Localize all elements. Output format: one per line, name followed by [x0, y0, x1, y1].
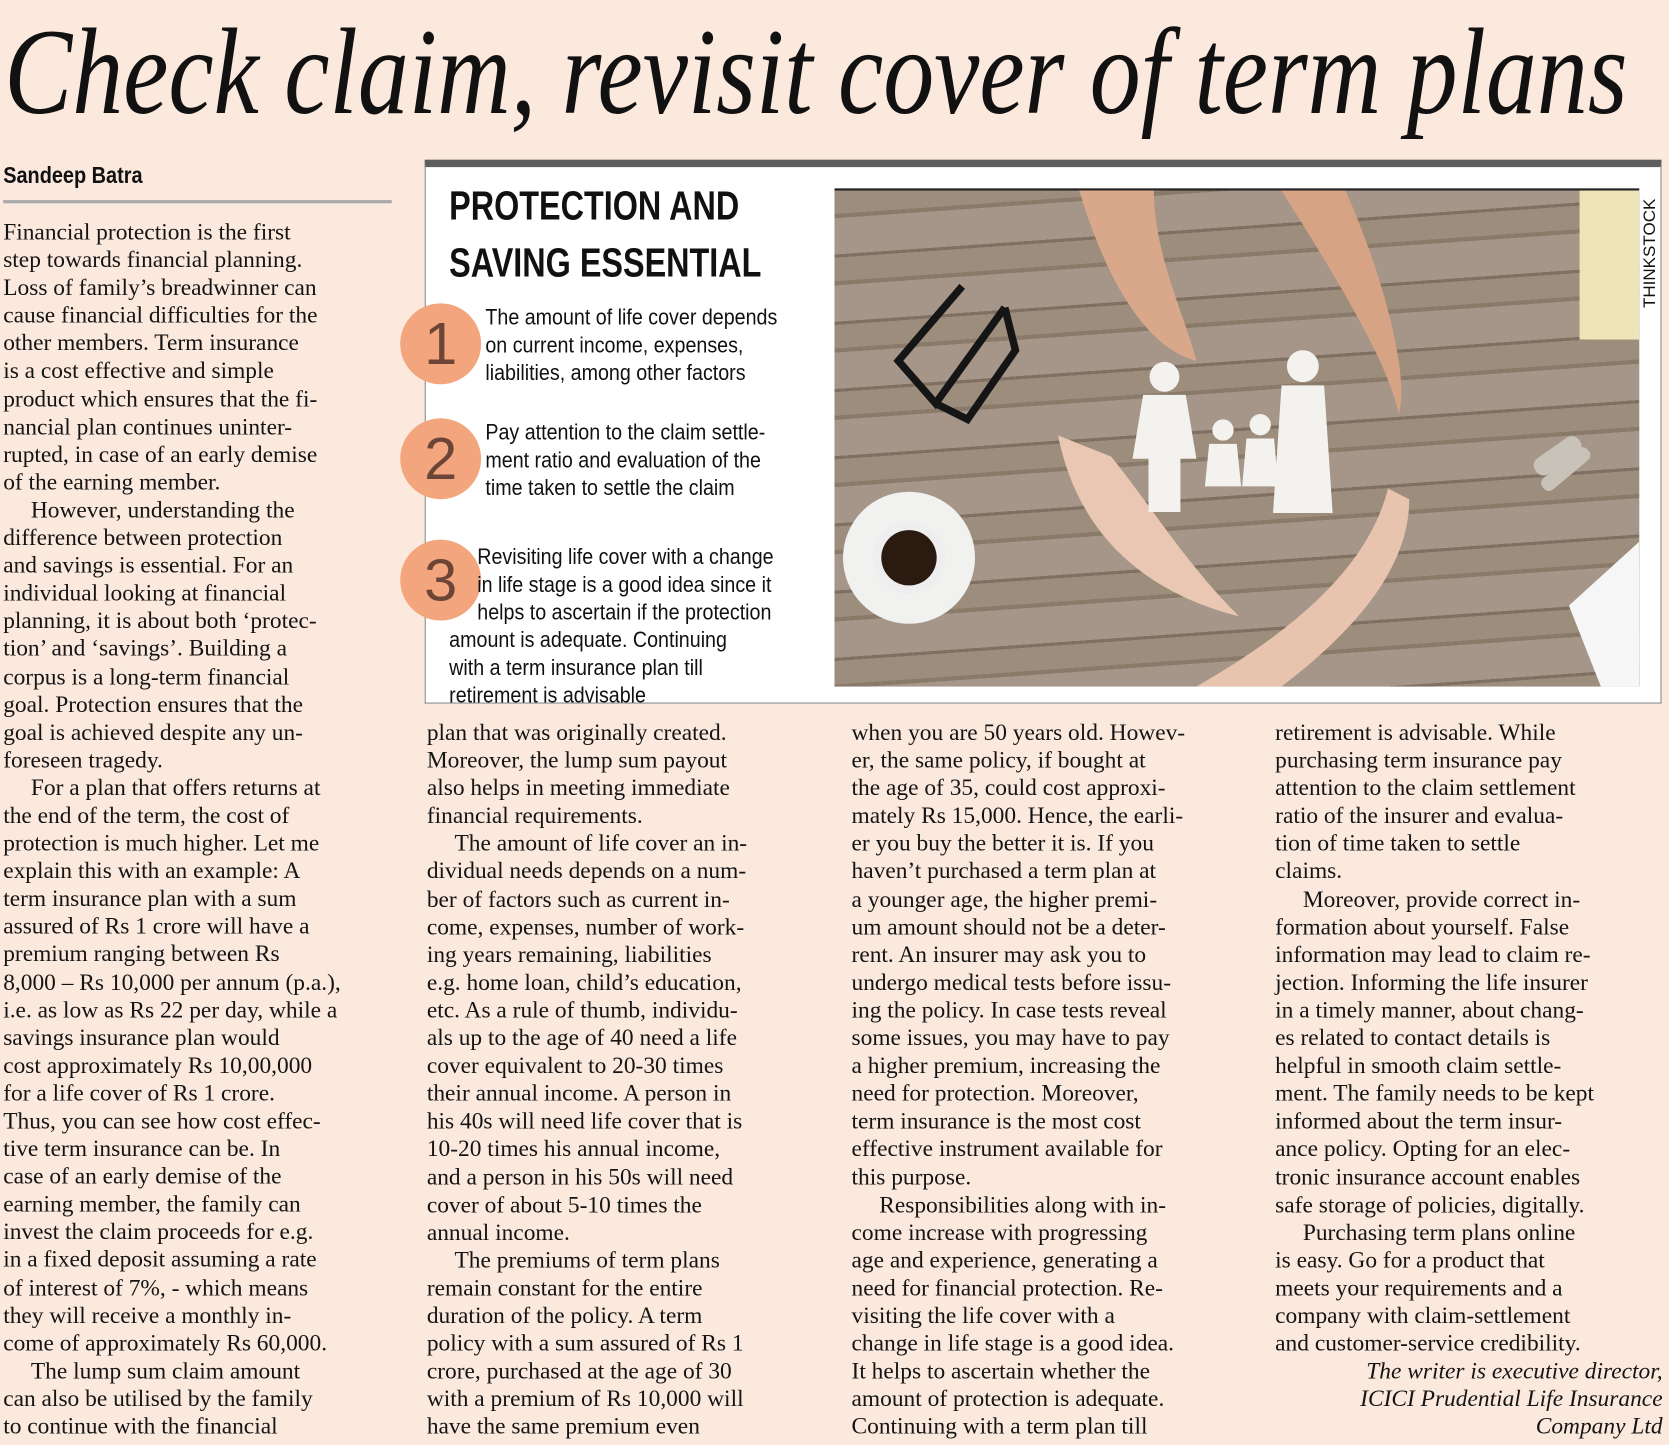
text-line: i.e. as low as Rs 22 per day, while a: [3, 995, 338, 1023]
keys-icon: [1530, 433, 1593, 494]
text-line: For a plan that offers returns at: [30, 773, 321, 801]
hands-protecting-paper-family-image: [834, 188, 1639, 686]
text-line: savings insurance plan would: [3, 1023, 280, 1051]
sidebar-item: [449, 544, 773, 710]
text-line: to continue with the financial: [3, 1412, 278, 1440]
text-line: The lump sum claim amount: [30, 1356, 301, 1384]
text-line: need for financial protection. Re-: [851, 1273, 1163, 1301]
sidebar-item-line: liabilities, among other factors: [485, 360, 746, 386]
text-line: formation about yourself. False: [1275, 912, 1570, 940]
writer-credit-line: Company Ltd: [1535, 1412, 1663, 1440]
text-line: rent. An insurer may ask you to: [851, 940, 1147, 968]
glasses-icon: [898, 286, 1015, 419]
text-line: also helps in meeting immediate: [426, 774, 730, 801]
text-line: 10-20 times his annual income,: [426, 1135, 721, 1162]
text-line: come of approximately Rs 60,000.: [3, 1329, 328, 1356]
text-line: um amount should not be a deter-: [851, 912, 1166, 940]
text-line: undergo medical tests before issu-: [851, 968, 1172, 996]
text-line: amount of protection is adequate.: [851, 1385, 1165, 1412]
text-line: of interest of 7%, - which means: [3, 1273, 309, 1301]
text-line: Purchasing term plans online: [1302, 1218, 1576, 1246]
text-line: rupted, in case of an early demise: [3, 440, 318, 468]
text-line: goal. Protection ensures that the: [3, 690, 303, 717]
sidebar-item: [485, 419, 765, 502]
text-line: retirement is advisable. While: [1275, 718, 1556, 746]
text-line: individual looking at financial: [3, 579, 287, 606]
sidebar-item-line: in life stage is a good idea since it: [477, 572, 772, 598]
text-line: ment. The family needs to be kept: [1275, 1079, 1595, 1107]
byline-rule: [3, 200, 392, 203]
text-line: can also be utilised by the family: [3, 1384, 313, 1412]
article-column-4: [1275, 718, 1662, 1440]
text-line: the end of the term, the cost of: [3, 801, 290, 829]
text-line: haven’t purchased a term plan at: [851, 857, 1157, 884]
number-circle: 1: [400, 303, 481, 384]
text-line: is a cost effective and simple: [3, 357, 274, 384]
text-line: case of an early demise of the: [3, 1162, 282, 1190]
sidebar-box: [424, 160, 1662, 708]
text-line: come, expenses, number of work-: [426, 912, 745, 940]
text-line: meets your requirements and a: [1275, 1273, 1563, 1301]
heading-line: SAVING ESSENTIAL: [449, 241, 762, 287]
text-line: company with claim-settlement: [1275, 1301, 1571, 1329]
sidebar-item: [485, 304, 777, 387]
text-line: ing years remaining, liabilities: [426, 940, 712, 968]
text-line: dividual needs depends on a num-: [426, 857, 747, 884]
text-line: er, the same policy, if bought at: [851, 746, 1146, 773]
text-line: they will receive a monthly in-: [3, 1301, 292, 1329]
text-line: when you are 50 years old. Howev-: [851, 718, 1186, 746]
sidebar-item-line: amount is adequate. Continuing: [449, 627, 727, 653]
text-line: policy with a sum assured of Rs 1: [426, 1329, 744, 1357]
text-line: cost approximately Rs 10,00,000: [3, 1051, 313, 1079]
text-line: nancial plan continues uninter-: [3, 412, 293, 440]
text-line: It helps to ascertain whether the: [851, 1357, 1150, 1384]
sidebar-item-line: retirement is advisable: [449, 683, 646, 708]
text-line: Loss of family’s breadwinner can: [3, 273, 317, 301]
paper: [1569, 542, 1639, 687]
text-line: other members. Term insurance: [3, 329, 299, 356]
text-line: a higher premium, increasing the: [851, 1051, 1161, 1079]
text-line: protection is much higher. Let me: [3, 829, 320, 856]
text-line: his 40s will need life cover that is: [426, 1107, 743, 1134]
text-line: 8,000 – Rs 10,000 per annum (p.a.),: [3, 968, 341, 995]
sidebar-heading: [449, 178, 761, 293]
text-line: Thus, you can see how cost effec-: [3, 1106, 321, 1134]
article-column-1: [3, 218, 397, 1440]
writer-credit-line: ICICI Prudential Life Insurance: [1360, 1385, 1663, 1412]
photo-illustration: [834, 191, 1639, 687]
text-line: financial requirements.: [426, 801, 643, 829]
text-line: ance policy. Opting for an elec-: [1275, 1135, 1571, 1162]
text-line: tion of time taken to settle: [1275, 829, 1521, 857]
article-column-3: [852, 718, 1246, 1440]
text-line: have the same premium even: [426, 1412, 700, 1440]
text-line: for a life cover of Rs 1 crore.: [3, 1079, 275, 1106]
text-line: product which ensures that the fi-: [3, 384, 318, 412]
text-line: in a fixed deposit assuming a rate: [3, 1245, 317, 1273]
byline: Sandeep Batra: [3, 161, 143, 189]
text-line: purchasing term insurance pay: [1275, 746, 1562, 773]
text-line: ber of factors such as current in-: [426, 885, 730, 912]
text-line: term insurance is the most cost: [851, 1107, 1141, 1134]
text-line: Moreover, provide correct in-: [1302, 885, 1581, 912]
text-line: visiting the life cover with a: [851, 1301, 1115, 1329]
text-line: of the earning member.: [3, 468, 221, 495]
text-line: information may lead to claim re-: [1275, 940, 1591, 968]
text-line: er you buy the better it is. If you: [851, 829, 1154, 857]
text-line: etc. As a rule of thumb, individu-: [426, 996, 738, 1023]
text-line: tronic insurance account enables: [1275, 1162, 1581, 1190]
text-line: come increase with progressing: [851, 1218, 1148, 1246]
text-line: mately Rs 15,000. Hence, the earli-: [851, 801, 1184, 829]
text-line: effective instrument available for: [851, 1135, 1163, 1162]
text-line: Continuing with a term plan till: [851, 1412, 1148, 1440]
article-column-2: [427, 718, 821, 1440]
text-line: with a premium of Rs 10,000 will: [426, 1385, 744, 1412]
sidebar-item-line: Pay attention to the claim settle-: [485, 420, 766, 445]
text-line: difference between protection: [3, 523, 283, 551]
photo-credit: [1639, 186, 1662, 324]
text-line: step towards financial planning.: [3, 245, 303, 273]
text-line: Moreover, the lump sum payout: [426, 746, 728, 773]
text-line: the age of 35, could cost approxi-: [851, 774, 1166, 801]
sidebar-item-line: Revisiting life cover with a change: [477, 544, 774, 570]
text-line: ing the policy. In case tests reveal: [851, 996, 1167, 1023]
text-line: cause financial difficulties for the: [3, 301, 318, 329]
text-line: need for protection. Moreover,: [851, 1079, 1139, 1107]
paper-family-icon: [1133, 350, 1333, 513]
text-line: and customer-service credibility.: [1275, 1329, 1581, 1357]
sidebar-item-line: on current income, expenses,: [485, 333, 744, 358]
text-line: a younger age, the higher premi-: [851, 885, 1158, 912]
text-line: cover of about 5-10 times the: [426, 1190, 702, 1218]
text-line: The premiums of term plans: [454, 1246, 720, 1273]
text-line: is easy. Go for a product that: [1275, 1246, 1545, 1273]
text-line: informed about the term insur-: [1275, 1107, 1563, 1134]
photo-credit-text: THINKSTOCK: [1641, 198, 1660, 309]
text-line: safe storage of policies, digitally.: [1275, 1190, 1585, 1218]
text-line: Responsibilities along with in-: [879, 1190, 1167, 1218]
sidebar-item-line: with a term insurance plan till: [449, 655, 703, 681]
text-line: and savings is essential. For an: [3, 551, 294, 579]
number-circle: 3: [400, 540, 481, 621]
text-line: attention to the claim settlement: [1275, 774, 1576, 801]
text-line: claims.: [1275, 857, 1343, 884]
writer-credit-line: The writer is executive director,: [1366, 1357, 1663, 1384]
text-line: explain this with an example: A: [3, 857, 301, 884]
text-line: helpful in smooth claim settle-: [1275, 1051, 1562, 1079]
text-line: ratio of the insurer and evalua-: [1275, 801, 1564, 829]
text-line: premium ranging between Rs: [3, 940, 280, 967]
text-line: remain constant for the entire: [426, 1273, 703, 1301]
text-line: jection. Informing the life insurer: [1275, 968, 1588, 996]
text-line: However, understanding the: [30, 495, 295, 523]
text-line: cover equivalent to 20-30 times: [426, 1051, 724, 1079]
text-line: earning member, the family can: [3, 1190, 301, 1217]
heading-line: PROTECTION AND: [449, 184, 740, 229]
sidebar-item-line: ment ratio and evaluation of the: [485, 448, 761, 473]
sidebar-item-line: helps to ascertain if the protection: [477, 600, 772, 625]
text-line: change in life stage is a good idea.: [851, 1329, 1175, 1357]
text-line: plan that was originally created.: [426, 718, 727, 746]
text-line: tion’ and ‘savings’. Building a: [3, 634, 287, 662]
text-line: goal is achieved despite any un-: [3, 718, 303, 745]
sidebar-item-line: time taken to settle the claim: [485, 475, 735, 501]
text-line: corpus is a long-term financial: [3, 662, 290, 690]
text-line: es related to contact details is: [1275, 1023, 1551, 1051]
hand: [1079, 191, 1196, 361]
text-line: this purpose.: [851, 1162, 972, 1190]
text-line: in a timely manner, about chang-: [1275, 996, 1584, 1023]
text-line: als up to the age of 40 need a life: [426, 1023, 737, 1051]
text-line: crore, purchased at the age of 30: [426, 1357, 732, 1384]
text-line: planning, it is about both ‘protec-: [3, 607, 317, 634]
number-circle: 2: [400, 418, 481, 499]
text-line: duration of the policy. A term: [426, 1301, 703, 1329]
text-line: and a person in his 50s will need: [426, 1162, 734, 1190]
text-line: some issues, you may have to pay: [851, 1023, 1170, 1051]
sidebar-item-line: The amount of life cover depends: [485, 305, 778, 330]
headline: Check claim, revisit cover of term plans: [4, 4, 1628, 141]
text-line: assured of Rs 1 crore will have a: [3, 912, 310, 940]
text-line: foreseen tragedy.: [3, 745, 163, 773]
text-line: their annual income. A person in: [426, 1079, 732, 1107]
hand: [1196, 489, 1409, 687]
text-line: e.g. home loan, child’s education,: [426, 968, 742, 996]
text-line: The amount of life cover an in-: [454, 829, 748, 857]
text-line: tive term insurance can be. In: [3, 1134, 281, 1162]
text-line: annual income.: [426, 1218, 570, 1246]
text-line: invest the claim proceeds for e.g.: [3, 1218, 314, 1245]
text-line: Financial protection is the first: [3, 218, 291, 245]
text-line: term insurance plan with a sum: [3, 884, 297, 912]
notepad: [1580, 191, 1640, 340]
text-line: age and experience, generating a: [851, 1246, 1158, 1273]
